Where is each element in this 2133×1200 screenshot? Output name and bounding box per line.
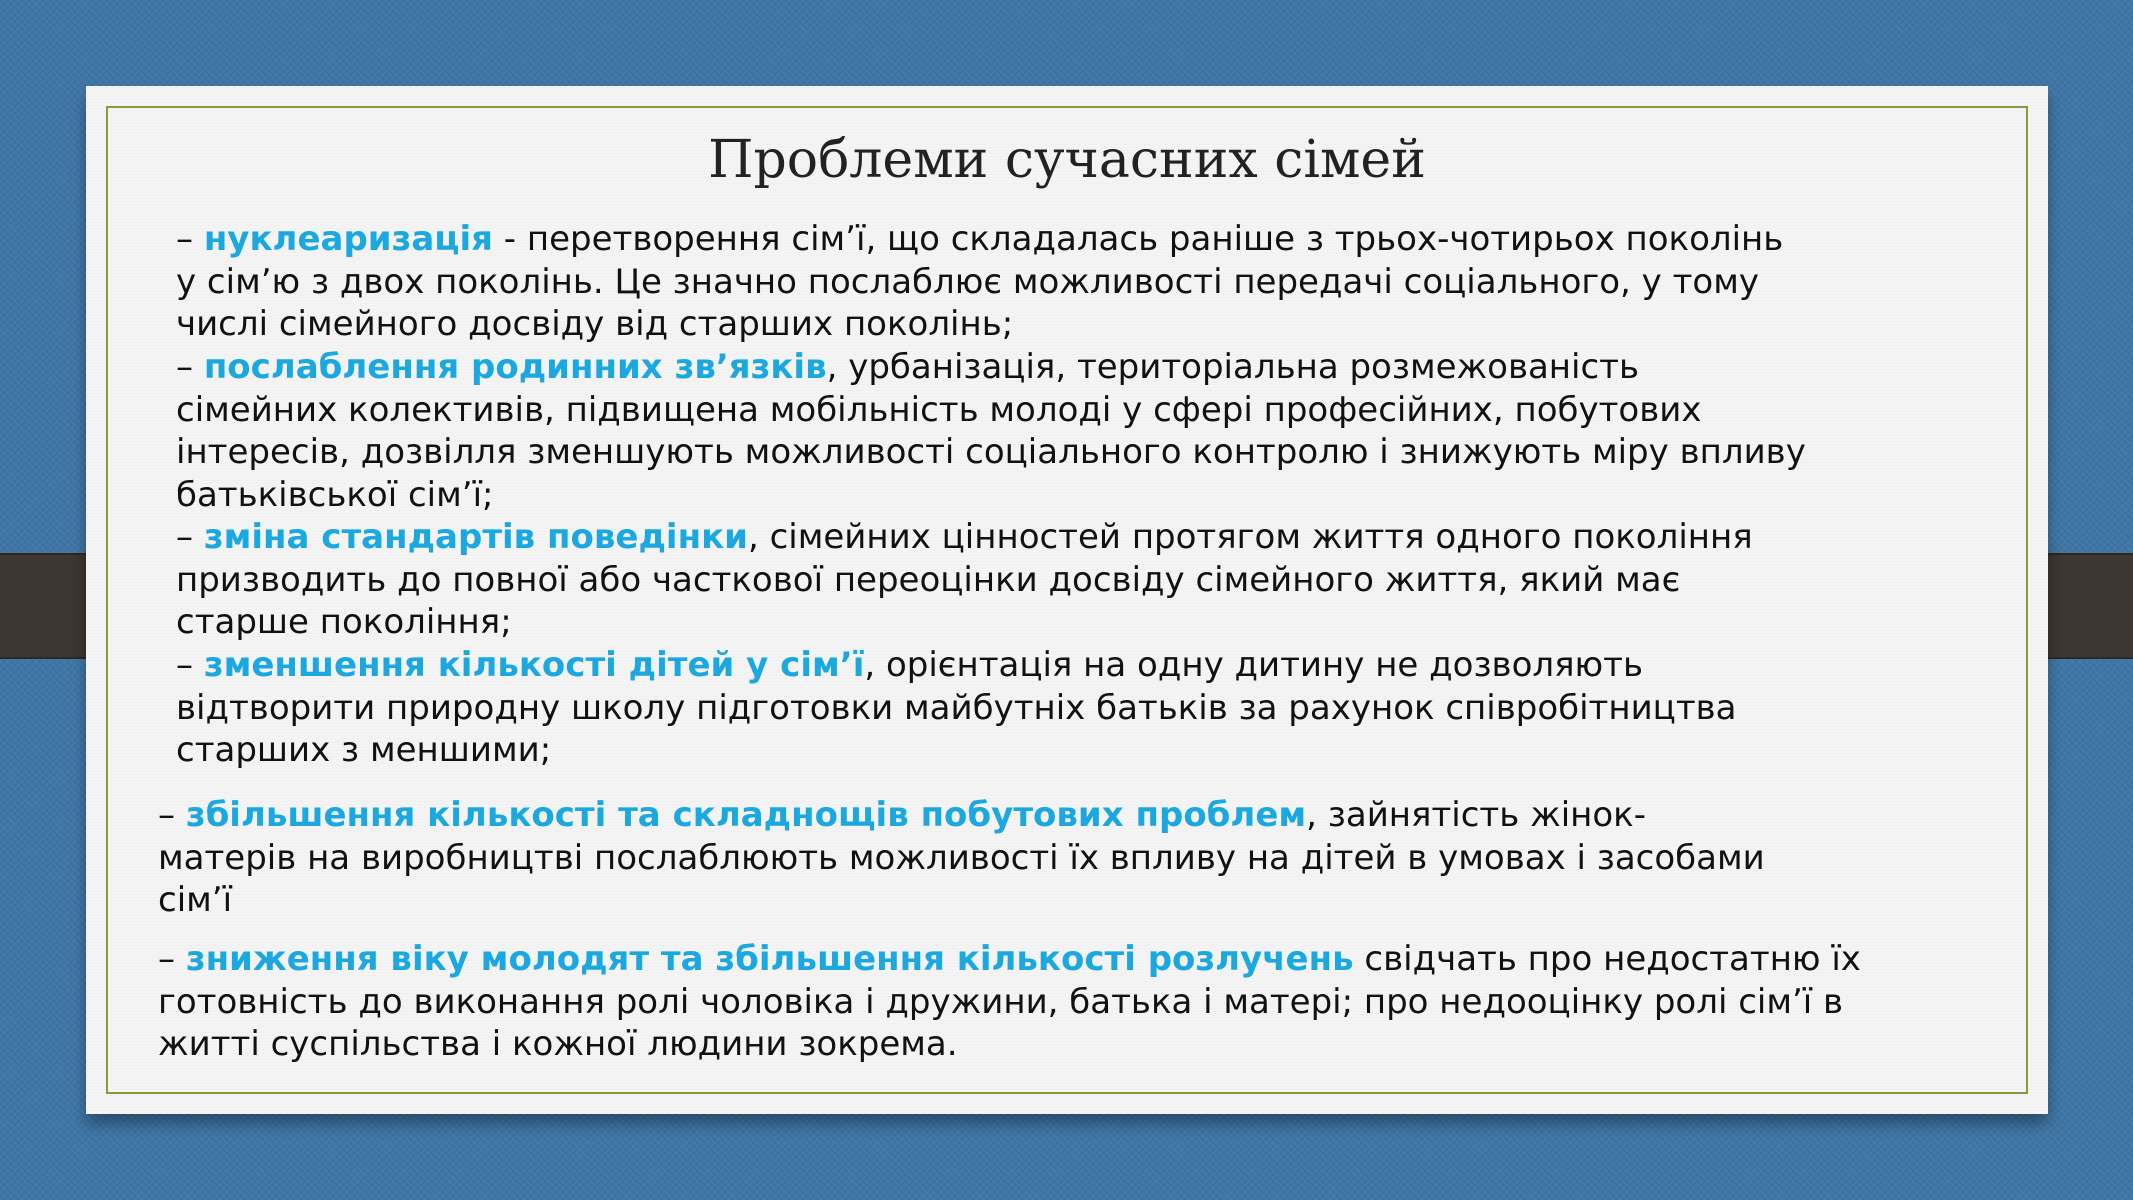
list-item-term: зниження віку молодят та збільшення кількості розлучень [185,939,1354,979]
list-item-term: зменшення кількості дітей у сім’ї [203,645,865,685]
list-item-text: , сімейних цінностей протягом життя одного покоління призводить до повної або часткової переоцінки досвіду сімейного життя, який має старше покоління; [176,517,1753,642]
list-item-household-problems [158,794,1978,922]
list-item-text: свідчать про недостатню їх готовність до виконання ролі чоловіка і дружини, батька і матері; про недооцінку ролі сім’ї в житті суспільства і кожної людини зокрема. [158,939,1861,1064]
list-item-term: зміна стандартів поведінки [203,517,748,557]
list-item-nuclearization [176,218,1956,346]
slide-title: Проблеми сучасних сімей [708,130,1426,190]
list-item-text: , зайнятість жінок- матерів на виробництві послаблюють можливості їх впливу на дітей в умовах і засобами сім’ї [158,795,1765,920]
list-item-text: , орієнтація на одну дитину не дозволяють відтворити природну школу підготовки майбутніх батьків за рахунок співробітництва старших з меншими; [176,645,1737,770]
list-item-text: - перетворення сім’ї, що складалась раніше з трьох-чотирьох поколінь у сім’ю з двох поколінь. Це значно послаблює можливості передачі соціального, у тому числі сімейного досвіду від старших поколінь; [176,219,1784,344]
list-item-weakening-family-ties [176,346,1956,516]
list-item-dash: – [176,347,204,387]
list-item-term: збільшення кількості та складнощів побутових проблем [185,795,1307,835]
list-item-dash: – [176,219,204,259]
list-item-dash: – [158,795,186,835]
list-item-dash: – [176,517,204,557]
list-item-dash: – [176,645,204,685]
list-item-term: послаблення родинних зв’язків [203,347,827,387]
list-item-behavior-standards [176,516,1956,644]
list-item-text: , урбанізація, територіальна розмежованість сімейних колективів, підвищена мобільність молоді у сфері професійних, побутових інтересів, дозвілля зменшують можливості соціального контролю і знижують міру впливу батьківської сім’ї; [176,347,1806,515]
slide-card [86,86,2048,1114]
list-item-divorce-age [158,938,2028,1066]
list-item-term: нуклеаризація [203,219,493,259]
list-item-fewer-children [176,644,1956,772]
list-item-dash: – [158,939,186,979]
